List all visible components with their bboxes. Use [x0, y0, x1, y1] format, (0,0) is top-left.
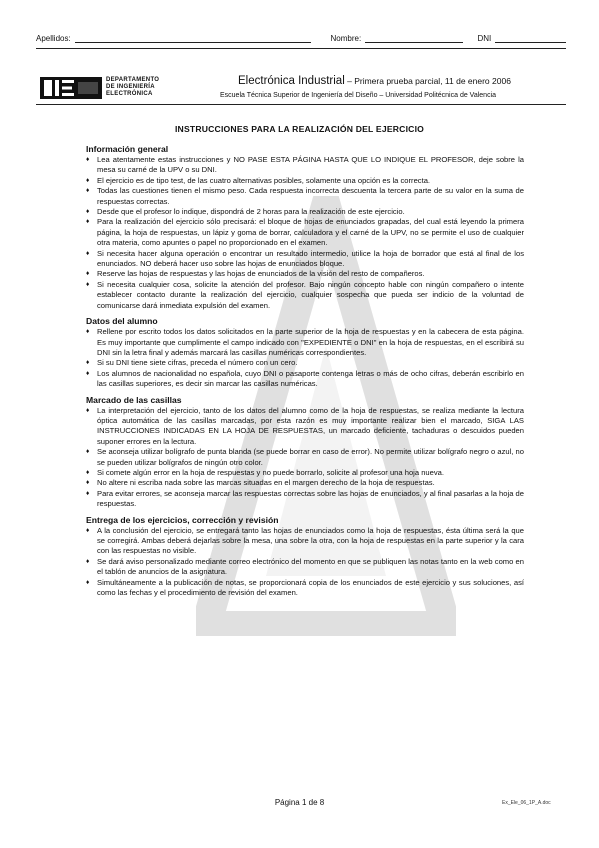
student-header: [36, 34, 566, 43]
list-item: ♦ Si necesita cualquier cosa, solicite la atención del profesor. Bajo ningún concepto hable con ningún compañero o intente establecer contacto durante la realización del ejercicio, cualquier sospecha que pueda ser indicio de la voluntad de comunicarse dará inmediata expulsión del examen.: [86, 280, 524, 311]
course-title: [238, 75, 511, 87]
dept-line-2: DE INGENIERÍA: [106, 84, 155, 90]
page-title: INSTRUCCIONES PARA LA REALIZACIÓN DEL EJERCICIO: [174, 124, 425, 134]
list-item: ♦ Se dará aviso personalizado mediante correo electrónico del momento en que se publiquen las notas tanto en la web como en el tablón de anuncios de la asignatura.: [86, 557, 524, 578]
list-item: ♦ Rellene por escrito todos los datos solicitados en la parte superior de la hoja de respuestas y en la cabecera de esta página. Es muy importante que cumplimente el campo indicado con "EXPEDIENTE o DNI" en la hoja de respuestas, en el escribirá su DNI sin la letra final y además marcará las casillas numéricas correspondientes.: [86, 327, 524, 358]
surname-label: Apellidos:: [36, 34, 71, 43]
list-item: ♦ Para la realización del ejercicio sólo precisará: el bloque de hojas de enunciados grapadas, del cual está leyendo la primera página, la hoja de respuestas, un lápiz y goma de borrar, calculadora y el carné de la UPV, no se permite el uso de cualquier otra materia, como apuntes o papel no proporcionado en el examen.: [86, 217, 524, 248]
list-item: ♦ Si su DNI tiene siete cifras, preceda el número con un cero.: [86, 358, 524, 368]
department-name: [106, 77, 159, 98]
dept-line-1: DEPARTAMENTO: [106, 77, 160, 83]
section-heading: Información general: [86, 144, 169, 154]
surname-field[interactable]: [75, 34, 311, 43]
name-field[interactable]: [365, 34, 463, 43]
list-item: ♦ No altere ni escriba nada sobre las marcas situadas en el margen derecho de la hoja de respuestas.: [86, 478, 524, 488]
list-item: ♦ El ejercicio es de tipo test, de las cuatro alternativas posibles, solamente una opción es la correcta.: [86, 176, 524, 186]
section-student-data: [86, 316, 524, 389]
list-item: ♦ Si comete algún error en la hoja de respuestas y no puede borrarlo, solicite al profesor una hoja nueva.: [86, 468, 524, 478]
instructions-body: [86, 144, 524, 603]
header-divider: [36, 48, 566, 49]
list-item: ♦ Desde que el profesor lo indique, dispondrá de 2 horas para la realización de este ejercicio.: [86, 207, 524, 217]
school-name: Escuela Técnica Superior de Ingeniería del Diseño – Universidad Politécnica de Valencia: [220, 92, 497, 99]
department-logo: [40, 77, 102, 99]
list-item: ♦ Simultáneamente a la publicación de notas, se proporcionará copia de los enunciados de este ejercicio y sus soluciones, así como las fechas y el procedimiento de revisión del examen.: [86, 578, 524, 599]
logo-divider: [36, 104, 566, 105]
list-item: ♦ Todas las cuestiones tienen el mismo peso. Cada respuesta incorrecta descuenta la tercera parte de su valor en la suma de respuestas correctas.: [86, 186, 524, 207]
list-item: ♦ Para evitar errores, se aconseja marcar las respuestas correctas sobre las hojas de enunciados, y al final pasarlas a la hoja de respuestas.: [86, 489, 524, 510]
course-name: Electrónica Industrial: [238, 75, 345, 87]
list-item: ♦ Se aconseja utilizar bolígrafo de punta blanda (se puede borrar en caso de error). No permite utilizar bolígrafo negro o azul, no se pueden utilizar bolígrafos de ningún otro color.: [86, 447, 524, 468]
document-code: Ex_Ele_06_1P_A.doc: [502, 800, 551, 806]
dni-label: DNI: [477, 34, 492, 43]
page-number: Página 1 de 8: [274, 798, 325, 807]
list-item: ♦ Reserve las hojas de respuestas y las hojas de enunciados de la visión del resto de compañeros.: [86, 269, 524, 279]
dept-line-3: ELECTRÓNICA: [106, 91, 153, 97]
list-item: ♦ La interpretación del ejercicio, tanto de los datos del alumno como de la hoja de respuestas, se realiza mediante la lectura óptica automática de las casillas marcadas, por esta razón es muy importante realizar bien el marcado, SIGA LAS INSTRUCCIONES INDICADAS EN LA HOJA DE RESPUESTAS, un marcado deficiente, tachaduras o descuidos pueden suponer errores en la lectura.: [86, 406, 524, 448]
exam-date: – Primera prueba parcial, 11 de enero 2006: [347, 76, 511, 86]
list-item: ♦ Lea atentamente estas instrucciones y NO PASE ESTA PÁGINA HASTA QUE LO INDIQUE EL PROFESOR, deje sobre la mesa su carné de la UPV o su DNI.: [86, 155, 524, 176]
section-delivery: [86, 515, 524, 599]
section-general: [86, 144, 524, 311]
section-marking: [86, 395, 524, 510]
list-item: ♦ A la conclusión del ejercicio, se entregará tanto las hojas de enunciados como la hoja de respuestas, ésta última será la que se corregirá. Ambas deberá dejarlas sobre la mesa, una sobre la otra, con la hoja de respuestas en la parte superior y la cara con las respuestas no visible.: [86, 526, 524, 557]
dni-field[interactable]: [495, 34, 566, 43]
section-heading: Entrega de los ejercicios, corrección y revisión: [86, 514, 279, 525]
list-item: ♦ Los alumnos de nacionalidad no española, cuyo DNI o pasaporte contenga letras o más de ocho cifras, deberán escribirlo en las casillas superiores, es decir sin marcar las casillas numéricas.: [86, 369, 524, 390]
section-heading: Marcado de las casillas: [86, 394, 182, 405]
section-heading: Datos del alumno: [86, 316, 158, 327]
name-label: Nombre:: [330, 34, 362, 43]
list-item: ♦ Si necesita hacer alguna operación o encontrar un resultado intermedio, utilice la hoja de borrador que está al final de los enunciados. NO deberá hacer uso sobre las hojas de enunciados bloque.: [86, 249, 524, 270]
die-logo-icon: [40, 77, 102, 99]
